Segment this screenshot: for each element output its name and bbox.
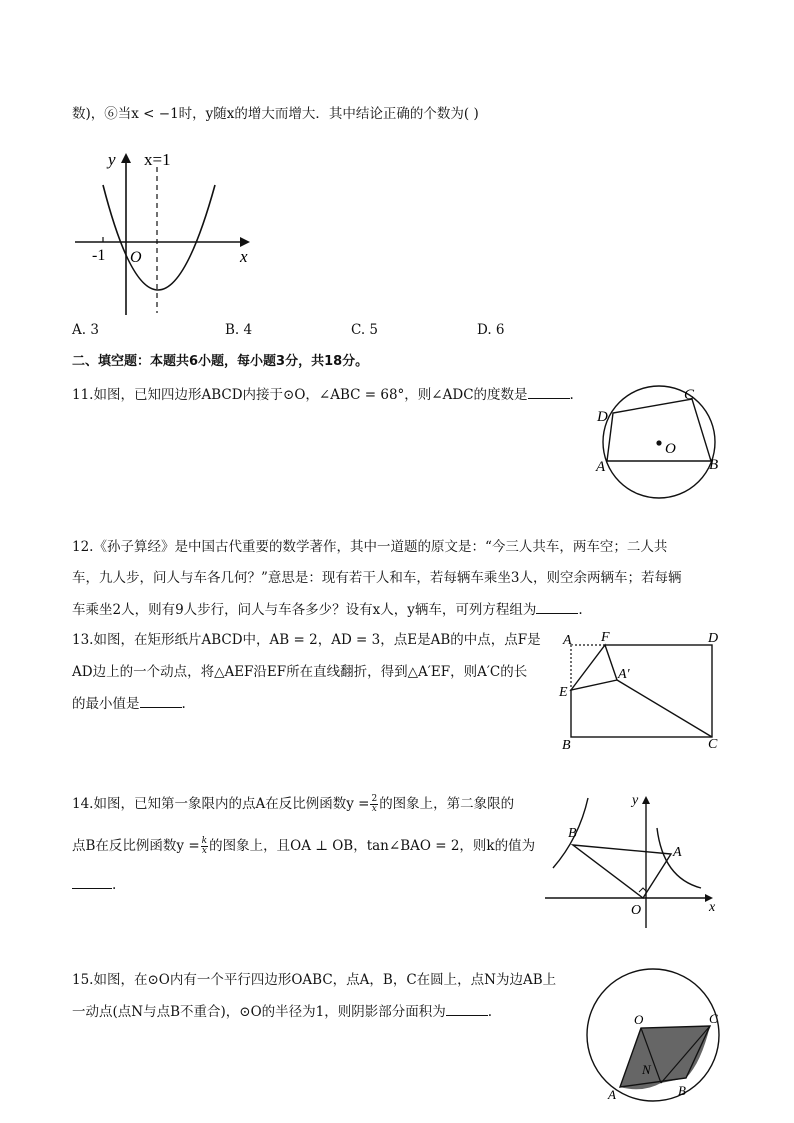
q15-answer-blank[interactable] [446, 1001, 488, 1016]
q14-line2b: 的图象上，且OA ⊥ OB，tan∠BAO = 2，则k的值为 [209, 838, 536, 854]
label-a-prime: A′ [618, 667, 630, 682]
q14-line2 [72, 836, 535, 856]
label-n: N [642, 1062, 651, 1077]
triangle-a2ef [571, 645, 617, 690]
q11-text-line [72, 384, 574, 405]
label-b: B [678, 1083, 686, 1098]
q14-line1a: 14.如图，已知第一象限内的点A在反比例函数y = [72, 796, 370, 812]
segment-a2c [617, 680, 712, 737]
q11-circle-figure [593, 385, 723, 500]
q13-line2: AD边上的一个动点，将△AEF沿EF所在直线翻折，得到△A′EF，则A′C的长 [72, 664, 528, 680]
q12-line3: 车乘坐2人，则有9人步行，问人与车各多少？设有x人，y辆车，可列方程组为 [72, 602, 537, 618]
label-o: O [631, 903, 642, 918]
q14-frac2-den: x [201, 846, 207, 856]
parabola-curve [103, 185, 215, 290]
neg1-label: -1 [92, 247, 106, 264]
q14-frac1-num: 2 [371, 794, 378, 804]
q10-option-c[interactable]: C. 5 [351, 322, 379, 338]
label-o: O [665, 441, 676, 457]
q10-parabola-graph [70, 145, 260, 320]
q10-option-b[interactable]: B. 4 [225, 322, 253, 338]
q12-line1: 12.《孙子算经》是中国古代重要的数学著作，其中一道题的原文是：“今三人共车，两车空；二人共 [72, 539, 668, 555]
origin-label: O [130, 249, 142, 266]
center-dot [656, 440, 661, 445]
label-o: O [634, 1012, 644, 1027]
q10-option-d[interactable]: D. 6 [477, 322, 505, 338]
q14-line1 [72, 794, 514, 814]
triangle-bao [573, 845, 671, 898]
label-a: A [596, 459, 606, 475]
q14-line3 [72, 874, 116, 895]
q13-rectangle-figure [556, 630, 726, 755]
q15-line2: 一动点(点N与点B不重合)，⊙O的半径为1，则阴影部分面积为 [72, 1004, 446, 1020]
q11-answer-blank[interactable] [528, 384, 570, 399]
q13-line1: 13.如图，在矩形纸片ABCD中，AB = 2，AD = 3，点E是AB的中点，点F是 [72, 632, 541, 648]
q13-answer-blank[interactable] [140, 693, 182, 708]
q14-coordinate-figure [543, 788, 728, 933]
y-axis-arrow [642, 796, 650, 804]
rectangle-abcd [571, 645, 712, 737]
q15-line1: 15.如图，在⊙O内有一个平行四边形OABC，点A，B，C在圆上，点N为边AB上 [72, 972, 557, 988]
label-x: x [709, 900, 716, 915]
q14-line1b: 的图象上，第二象限的 [379, 796, 515, 812]
q12-end: . [578, 602, 583, 618]
label-a: A [563, 633, 572, 648]
y-label: y [108, 150, 116, 169]
x-label: x [240, 247, 248, 266]
q14-answer-blank[interactable] [72, 874, 112, 889]
q10-tail-text: 数)，⑥当x < −1时，y随x的增大而增大．其中结论正确的个数为( ) [72, 106, 479, 122]
label-a: A [608, 1087, 616, 1102]
q11-end: . [569, 387, 574, 403]
quadrilateral-abcd [607, 399, 711, 461]
label-a: A [673, 845, 682, 860]
label-c: C [709, 1011, 718, 1026]
section-title: 二、填空题：本题共6小题，每小题3分，共18分。 [72, 354, 369, 369]
label-b: B [562, 738, 571, 753]
label-e: E [559, 685, 568, 700]
label-f: F [601, 630, 610, 645]
q10-option-a[interactable]: A. 3 [72, 322, 99, 338]
q13-line3-wrap [72, 693, 186, 714]
q11-text: 11.如图，已知四边形ABCD内接于⊙O，∠ABC = 68°，则∠ADC的度数是 [72, 387, 528, 403]
vline-label: x=1 [144, 150, 171, 169]
label-b: B [709, 457, 719, 473]
label-d: D [708, 631, 719, 646]
q15-end: . [487, 1004, 493, 1020]
label-c: C [708, 737, 718, 752]
label-b: B [568, 826, 577, 841]
y-axis-arrow [121, 153, 131, 163]
q14-frac1-den: x [371, 804, 377, 814]
q14-fraction1 [370, 795, 378, 814]
q12-answer-blank[interactable] [536, 599, 578, 614]
q15-line2-wrap [72, 1001, 492, 1022]
x-axis-arrow [240, 237, 250, 247]
label-d: D [597, 409, 608, 425]
q13-line3: 的最小值是 [72, 696, 140, 712]
q12-line2: 车，九人步，问人与车各几何？”意思是：现有若干人和车，若每辆车乘坐3人，则空余两辆车；若每辆 [72, 570, 682, 586]
q14-end: . [112, 877, 117, 893]
q13-end: . [181, 696, 186, 712]
label-y: y [632, 793, 639, 808]
q14-frac2-num: k [201, 836, 208, 846]
q14-fraction2 [201, 837, 208, 856]
q14-line2a: 点B在反比例函数y = [72, 838, 200, 854]
q12-line3-wrap [72, 599, 583, 620]
label-c: C [684, 387, 695, 403]
q15-circle-figure [583, 975, 728, 1105]
